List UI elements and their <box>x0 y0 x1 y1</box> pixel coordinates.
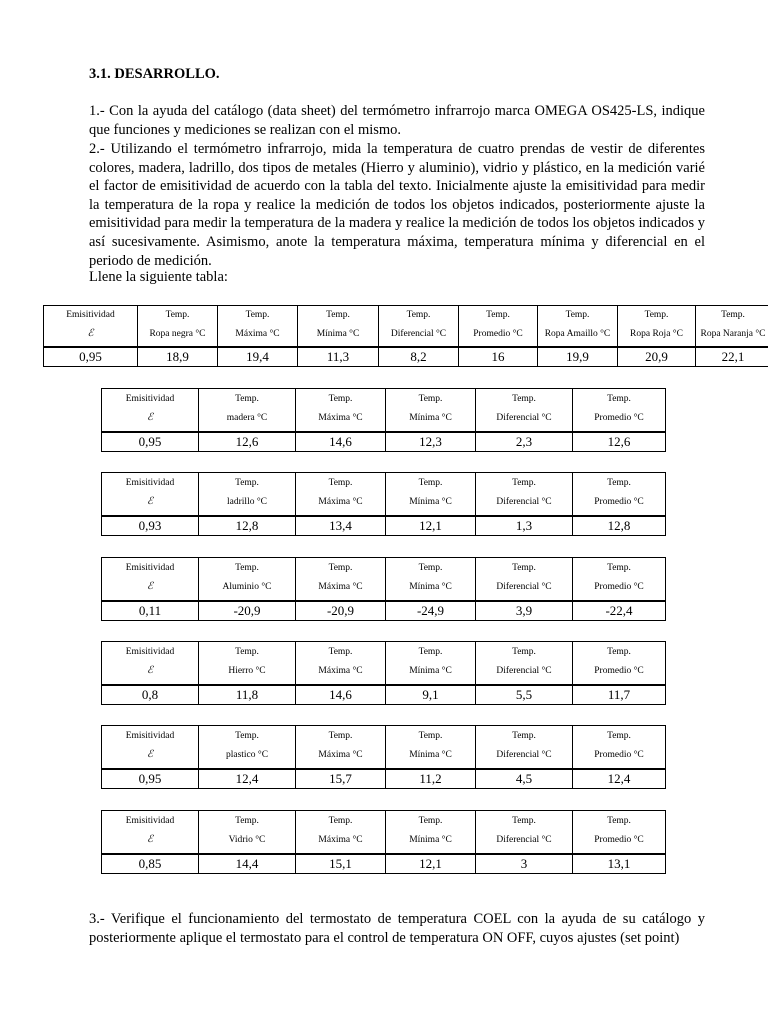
header-cell <box>138 306 218 348</box>
table-row <box>102 516 666 536</box>
header-line-2: Ropa Amaillo °C <box>544 329 611 339</box>
section-heading: 3.1. DESARROLLO. <box>89 66 220 82</box>
header-line-2: Promedio °C <box>594 413 644 423</box>
table-header-row <box>102 726 666 770</box>
table-cell: -20,9 <box>296 601 386 621</box>
header-line-2: Máxima °C <box>318 413 363 423</box>
table-ropa <box>43 305 768 367</box>
table-cell: 15,1 <box>296 854 386 874</box>
header-line-2: Diferencial °C <box>496 835 552 845</box>
header-line-2: ℰ <box>146 581 154 592</box>
header-line-1: Temp. <box>418 563 443 573</box>
header-line-2: Máxima °C <box>318 582 363 592</box>
header-line-2: ℰ <box>146 834 154 845</box>
table-cell: 15,7 <box>296 769 386 789</box>
table-cell: 0,95 <box>102 769 199 789</box>
header-line-1: Temp. <box>512 563 536 573</box>
header-cell <box>573 811 666 855</box>
header-line-2: Máxima °C <box>235 329 280 339</box>
header-line-2: ladrillo °C <box>227 497 267 507</box>
table-ladrillo <box>101 472 666 536</box>
header-cell <box>476 558 573 602</box>
table-vidrio <box>101 810 666 874</box>
header-line-1: Temp. <box>418 731 443 741</box>
header-line-1: Temp. <box>235 647 259 657</box>
header-line-1: Temp. <box>326 310 350 320</box>
header-line-1: Temp. <box>328 563 353 573</box>
table-cell: 12,1 <box>386 516 476 536</box>
header-line-1: Temp. <box>418 816 443 826</box>
header-cell <box>296 811 386 855</box>
table-row <box>102 432 666 452</box>
header-cell <box>386 473 476 517</box>
header-line-2: Diferencial °C <box>496 413 552 423</box>
table-cell: 14,4 <box>199 854 296 874</box>
header-line-2: Mínima °C <box>409 582 452 592</box>
header-line-2: Máxima °C <box>318 497 363 507</box>
header-line-2: Promedio °C <box>594 497 644 507</box>
header-line-2: Diferencial °C <box>496 666 552 676</box>
table-cell: 22,1 <box>696 347 768 367</box>
header-cell <box>476 811 573 855</box>
header-line-1: Temp. <box>607 478 631 488</box>
table-row <box>102 854 666 874</box>
paragraph-3: 3.- Verifique el funcionamiento del termostato de temperatura COEL con la ayuda de su catálogo y posteriormente aplique el termostato para el control de temperatura ON OFF, cuyos ajustes (set point) <box>89 911 705 946</box>
header-cell <box>199 558 296 602</box>
header-line-2: ℰ <box>146 496 154 507</box>
header-cell <box>573 558 666 602</box>
table-cell: 13,1 <box>573 854 666 874</box>
header-line-2: ℰ <box>87 328 94 339</box>
header-line-2: Máxima °C <box>318 750 363 760</box>
header-line-2: Diferencial °C <box>496 497 552 507</box>
header-cell <box>102 389 199 433</box>
table-cell: 3,9 <box>476 601 573 621</box>
header-cell <box>102 811 199 855</box>
table-cell: 0,85 <box>102 854 199 874</box>
table-header-row <box>102 558 666 602</box>
header-cell <box>296 558 386 602</box>
header-cell <box>386 726 476 770</box>
header-cell <box>476 389 573 433</box>
header-line-2: Ropa Roja °C <box>630 329 683 339</box>
table-cell: 0,11 <box>102 601 199 621</box>
table-cell: 12,4 <box>573 769 666 789</box>
header-line-1: Emisitividad <box>125 816 175 826</box>
header-line-2: Mínima °C <box>409 666 452 676</box>
header-line-2: ℰ <box>146 412 154 423</box>
header-cell <box>476 642 573 686</box>
table-row <box>102 601 666 621</box>
table-cell: 2,3 <box>476 432 573 452</box>
header-line-1: Temp. <box>235 478 259 488</box>
header-line-1: Temp. <box>418 478 443 488</box>
header-line-2: Promedio °C <box>594 835 644 845</box>
table-madera <box>101 388 666 452</box>
header-line-1: Emisitividad <box>125 394 175 404</box>
table-header-row <box>102 389 666 433</box>
table-cell: 12,6 <box>199 432 296 452</box>
header-line-1: Temp. <box>406 310 431 320</box>
header-line-1: Emisitividad <box>125 731 175 741</box>
header-line-1: Temp. <box>245 310 270 320</box>
header-line-1: Temp. <box>235 816 259 826</box>
header-cell <box>386 558 476 602</box>
header-cell <box>379 306 459 348</box>
header-line-1: Temp. <box>512 394 536 404</box>
header-line-2: Promedio °C <box>473 329 523 339</box>
table-cell: 20,9 <box>618 347 696 367</box>
header-cell <box>102 558 199 602</box>
header-cell <box>573 473 666 517</box>
table-cell: 1,3 <box>476 516 573 536</box>
header-line-2: Máxima °C <box>318 666 363 676</box>
header-cell <box>573 389 666 433</box>
header-cell <box>199 473 296 517</box>
header-cell <box>296 726 386 770</box>
paragraph-1: 1.- Con la ayuda del catálogo (data sheet) del termómetro infrarrojo marca OMEGA OS425-LS, indique que funciones y mediciones se realizan con el mismo. <box>89 103 705 138</box>
header-line-1: Temp. <box>512 647 536 657</box>
table-row <box>44 347 768 367</box>
table-cell: 0,93 <box>102 516 199 536</box>
header-cell <box>618 306 696 348</box>
header-cell <box>386 811 476 855</box>
header-line-2: Ropa Naranja °C <box>700 329 766 339</box>
header-line-2: Aluminio °C <box>222 582 272 592</box>
header-line-2: Promedio °C <box>594 750 644 760</box>
header-line-1: Temp. <box>512 478 536 488</box>
header-line-2: Diferencial °C <box>390 329 447 339</box>
header-line-1: Temp. <box>235 563 259 573</box>
header-line-1: Temp. <box>486 310 510 320</box>
header-cell <box>296 642 386 686</box>
header-line-2: Promedio °C <box>594 582 644 592</box>
table-cell: 12,3 <box>386 432 476 452</box>
header-line-1: Temp. <box>418 394 443 404</box>
header-line-1: Temp. <box>328 816 353 826</box>
table-cell: 18,9 <box>138 347 218 367</box>
header-line-2: plastico °C <box>225 750 269 760</box>
table-cell: 12,1 <box>386 854 476 874</box>
table-plastico <box>101 725 666 789</box>
header-line-1: Temp. <box>418 647 443 657</box>
header-cell <box>199 389 296 433</box>
header-line-2: ℰ <box>146 749 154 760</box>
header-cell <box>573 642 666 686</box>
header-line-2: ℰ <box>146 665 154 676</box>
paragraph-2: 2.- Utilizando el termómetro infrarrojo, mida la temperatura de cuatro prendas de vestir de diferentes colores, madera, ladrillo, dos tipos de metales (Hierro y aluminio), vidrio y plástico, en la medición varié el factor de emisitividad de acuerdo con la tabla del texto. Inicialmente ajuste la emisitividad para medir la temperatura de la ropa y realice la medición de todos los objetos indicados, posteriormente ajuste la emisitividad para medir la temperatura de la madera y realice la medición de todos los objetos indicados y así sucesivamente. Asimismo, anote la temperatura máxima, temperatura mínima y diferencial en el periodo de medición. <box>89 141 705 269</box>
header-line-1: Temp. <box>607 394 631 404</box>
table-cell: -22,4 <box>573 601 666 621</box>
table-cell: 0,95 <box>102 432 199 452</box>
table-cell: 16 <box>459 347 538 367</box>
table-header-row <box>102 473 666 517</box>
header-cell <box>102 726 199 770</box>
header-cell <box>538 306 618 348</box>
header-line-1: Emisitividad <box>125 563 175 573</box>
table-cell: 0,95 <box>44 347 138 367</box>
header-line-1: Temp. <box>607 816 631 826</box>
table-header-row <box>102 811 666 855</box>
header-line-2: Vidrio °C <box>228 835 266 845</box>
header-line-1: Temp. <box>165 310 190 320</box>
table-cell: 13,4 <box>296 516 386 536</box>
header-cell <box>199 811 296 855</box>
header-cell <box>296 389 386 433</box>
table-cell: 11,7 <box>573 685 666 705</box>
header-line-1: Temp. <box>235 731 259 741</box>
header-line-1: Emisitividad <box>125 478 175 488</box>
header-line-2: Diferencial °C <box>496 582 552 592</box>
header-line-1: Emisitividad <box>125 647 175 657</box>
table-cell: 3 <box>476 854 573 874</box>
header-cell <box>696 306 768 348</box>
header-cell <box>476 473 573 517</box>
header-line-2: Mínima °C <box>409 835 452 845</box>
table-cell: 12,4 <box>199 769 296 789</box>
header-line-1: Temp. <box>328 394 353 404</box>
header-line-2: Máxima °C <box>318 835 363 845</box>
header-line-1: Temp. <box>512 816 536 826</box>
table-cell: 4,5 <box>476 769 573 789</box>
header-cell <box>298 306 379 348</box>
header-cell <box>459 306 538 348</box>
header-line-2: Mínima °C <box>409 497 452 507</box>
table-cell: 8,2 <box>379 347 459 367</box>
table-cell: 0,8 <box>102 685 199 705</box>
header-line-1: Temp. <box>328 478 353 488</box>
table-cell: 9,1 <box>386 685 476 705</box>
header-line-1: Temp. <box>512 731 536 741</box>
table-row <box>102 685 666 705</box>
header-line-2: Diferencial °C <box>496 750 552 760</box>
header-line-1: Temp. <box>644 310 669 320</box>
table-cell: 19,9 <box>538 347 618 367</box>
header-line-2: madera °C <box>226 413 268 423</box>
header-line-1: Temp. <box>328 731 353 741</box>
table-cell: 19,4 <box>218 347 298 367</box>
header-line-1: Temp. <box>721 310 745 320</box>
header-cell <box>386 642 476 686</box>
table-cell: -24,9 <box>386 601 476 621</box>
table-cell: 11,3 <box>298 347 379 367</box>
table-aluminio <box>101 557 666 621</box>
header-line-1: Temp. <box>565 310 590 320</box>
table-cell: 14,6 <box>296 432 386 452</box>
header-line-1: Emisitividad <box>66 310 115 320</box>
table-header-row <box>102 642 666 686</box>
table-cell: -20,9 <box>199 601 296 621</box>
header-line-1: Temp. <box>607 563 631 573</box>
header-cell <box>199 726 296 770</box>
header-cell <box>102 642 199 686</box>
table-header-row <box>44 306 768 348</box>
table-cell: 5,5 <box>476 685 573 705</box>
header-cell <box>476 726 573 770</box>
header-line-1: Temp. <box>607 731 631 741</box>
header-line-2: Promedio °C <box>594 666 644 676</box>
header-cell <box>102 473 199 517</box>
header-line-1: Temp. <box>607 647 631 657</box>
table-cell: 12,8 <box>573 516 666 536</box>
header-cell <box>199 642 296 686</box>
header-cell <box>386 389 476 433</box>
table-cell: 12,6 <box>573 432 666 452</box>
header-line-1: Temp. <box>328 647 353 657</box>
header-line-2: Mínima °C <box>409 750 452 760</box>
table-hierro <box>101 641 666 705</box>
paragraph-fill-table: Llene la siguiente tabla: <box>89 269 228 285</box>
table-cell: 14,6 <box>296 685 386 705</box>
header-line-2: Ropa negra °C <box>149 329 206 339</box>
header-line-2: Mínima °C <box>409 413 452 423</box>
header-line-2: Mínima °C <box>316 329 360 339</box>
header-cell <box>218 306 298 348</box>
header-line-2: Hierro °C <box>228 666 266 676</box>
header-cell <box>296 473 386 517</box>
header-cell <box>573 726 666 770</box>
table-cell: 11,8 <box>199 685 296 705</box>
header-line-1: Temp. <box>235 394 259 404</box>
table-row <box>102 769 666 789</box>
header-cell <box>44 306 138 348</box>
table-cell: 11,2 <box>386 769 476 789</box>
table-cell: 12,8 <box>199 516 296 536</box>
